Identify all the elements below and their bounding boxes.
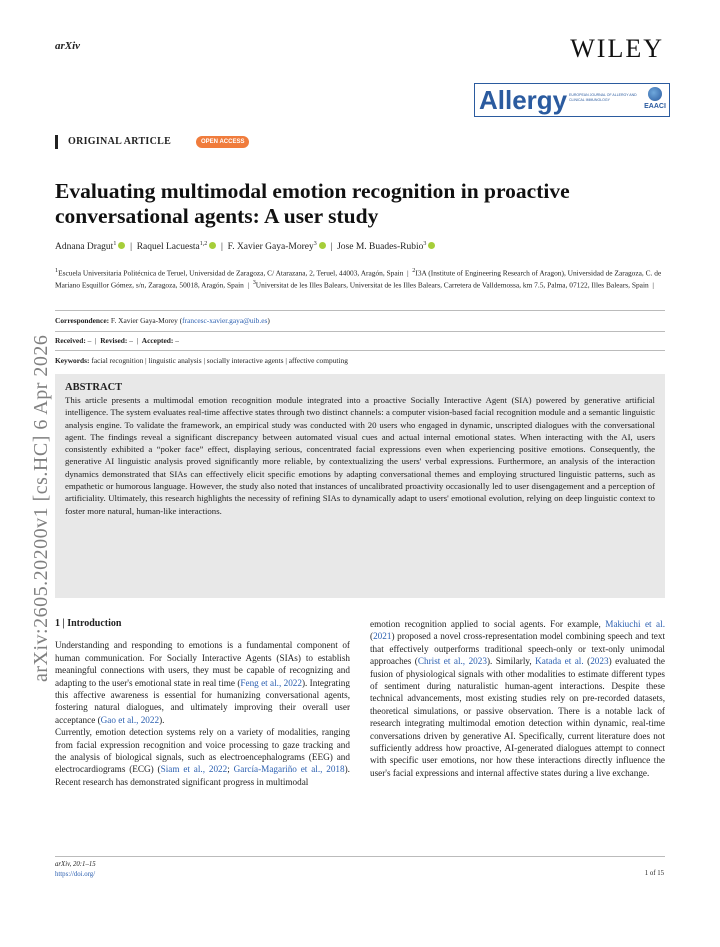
citation-link[interactable]: Christ et al., 2023	[417, 656, 487, 667]
orcid-icon[interactable]	[118, 242, 125, 249]
arxiv-identifier: arXiv:2605.20200v1 [cs.HC] 6 Apr 2026	[30, 334, 52, 682]
divider	[55, 310, 665, 311]
author-list: Adnana Dragut$^1$ | Raquel Lacuesta$^{1,2}$ | F. Xavier Gaya-Morey$^3$ | Jose M. Buades-Rubio$^3$	[55, 241, 435, 252]
affiliation-1: Escuela Universitaria Politécnica de Teruel, Universidad de Zaragoza, C/ Atarazana, 2, Teruel, 44003, Aragón, Spain	[58, 268, 404, 278]
affiliation-3: Universitat de les Illes Balears, Universitat de les Illes Balears, Carretera de Valldemossa, km 7.5, Palma, 07122, Illes Balears, Spain	[255, 280, 649, 290]
author-name: F. Xavier Gaya-Morey	[227, 242, 314, 253]
accepted-date: –	[175, 336, 179, 345]
citation-link[interactable]: Feng et al., 2022	[240, 677, 302, 688]
citation-link[interactable]: Makiuchi et al.	[605, 619, 665, 629]
article-type: ORIGINAL ARTICLE	[68, 136, 172, 147]
author-affiliation-mark: 1,2	[199, 241, 208, 247]
paper-title: Evaluating multimodal emotion recognition in proactive conversational agents: A user study	[55, 179, 570, 228]
paragraph: Currently, emotion detection systems rely on a variety of modalities, ranging from facial expression recognition and voice processing to gaze tracking and the analysis of biological signals, such as electroencephalograms (EEG) and electrocardiograms (ECG) (Siam et al., 2022; García-Magariño et al., 2018). Recent research has demonstrated significant progress in multimodal	[55, 727, 350, 787]
journal-logo-word: Allergy	[479, 85, 568, 115]
abstract-text: This article presents a multimodal emotion recognition module integrated into a proactive Socially Interactive Agent (SIA) powered by generative artificial intelligence. The system evaluates real-time affective states through two distinct channels: a computer vision-based facial recognition module and a semantic linguistic analysis engine. To validate the framework, an empirical study was conducted with 20 users who engaged in dynamic, unscripted dialogues with the conversational agent. The findings reveal a significant discrepancy between automated visual cues and actual internal emotional states. When interacting with the AI, users consistently exhibited a “poker face” effect, displaying serious, concentrated facial expressions even when experiencing positive emotions. Consequently, the generative AI linguistic analysis proved significantly more reliable, by contextualizing the users' verbal expressions. Furthermore, an analysis of the interaction dynamics demonstrated that SIAs can effectively elicit specific emotions by adapting conversational themes and employing structured linguistic patterns, such as empathetic or humorous language. However, the study also noted that instances of uncalibrated proactivity occasionally led to user disengagement and a perception of artificiality. Ultimately, this research highlights the necessity of refining SIAs to dynamically adapt to users' emotional evolution, relying on deep linguistic context to foster more natural, human-like interactions.	[65, 395, 655, 516]
publisher-logo: WILEY	[570, 34, 664, 63]
keywords	[55, 356, 348, 365]
divider	[55, 350, 665, 351]
footer-divider	[55, 856, 665, 857]
accepted-label: Accepted:	[141, 336, 174, 345]
citation-year-link[interactable]: 2021	[373, 631, 392, 642]
globe-icon	[648, 87, 662, 101]
affiliations: $^1$Escuela Universitaria Politécnica de Teruel, Universidad de Zaragoza, C/ Atarazana, 2, Teruel, 44003, Aragón, Spain | $^2$I3A (Institute of Engineering Research of Aragon), Universidad de Zaragoza, C. de Mariano Esquillor Gómez, s/n, Zaragoza, 50018, Aragón, Spain | $^3$Universitat de les Illes Balears, Universitat de les Illes Balears, Carretera de Valldemossa, km 7.5, Palma, 07122, Illes Balears, Spain |	[55, 268, 662, 290]
citation-link[interactable]: Katada et al.	[535, 656, 584, 667]
author-affiliation-mark: 3	[423, 241, 427, 247]
correspondence-name: F. Xavier Gaya-Morey	[110, 316, 178, 325]
citation-year-link[interactable]: 2023	[590, 656, 609, 667]
footer-left	[55, 860, 96, 880]
citation-link[interactable]: García-Magariño et al., 2018	[233, 764, 345, 775]
author-name: Adnana Dragut	[55, 242, 114, 253]
revised-date: –	[129, 336, 133, 345]
open-access-badge: OPEN ACCESS	[196, 136, 249, 148]
section-heading: 1 | Introduction	[55, 618, 122, 629]
orcid-icon[interactable]	[209, 242, 216, 249]
correspondence-email-link[interactable]: francesc-xavier.gaya@uib.es	[182, 316, 268, 325]
divider	[55, 331, 665, 332]
eaaci-label: EAACI	[644, 103, 666, 110]
citation-link[interactable]: Siam et al., 2022	[160, 764, 228, 775]
eaaci-logo	[643, 87, 667, 114]
paragraph: emotion recognition applied to social agents. For example, Makiuchi et al. (2021) proposed a novel cross-representation model combining speech and text that effectively outperforms traditional speech-only or text-only unimodal approaches (Christ et al., 2023). Similarly, Katada et al. (2023) evaluated the fusion of physiological signals with other modalities to estimate different types of sentiment during naturalistic human-agent interactions. Despite these technical advancements, most existing studies rely on pre-recorded datasets, theoretical simulations, or passive observation. There is a notable lack of research integrating multimodal emotion detection within dynamic, real-time conversations driven by generative AI. Specifically, current literature does not sufficiently address how proactive, AI-generated dialogues attempt to connect with specific user emotions, nor how these interactions directly influence the user's facial expressions and internal affective states during a live exchange.	[370, 619, 665, 778]
revised-label: Revised:	[100, 336, 128, 345]
doi-link[interactable]: https://doi.org/	[55, 871, 96, 878]
author-name: Jose M. Buades-Rubio	[337, 242, 424, 253]
correspondence-label: Correspondence:	[55, 316, 110, 325]
journal-logo-subtitle: EUROPEAN JOURNAL OF ALLERGY AND CLINICAL IMMUNOLOGY	[569, 93, 637, 102]
abstract-heading: ABSTRACT	[65, 382, 123, 393]
affiliation-2: I3A (Institute of Engineering Research of Aragon), Universidad de Zaragoza, C. de Mariano Esquillor Gómez, s/n, Zaragoza, 50018, Aragón, Spain	[55, 268, 662, 290]
right-column	[370, 618, 665, 779]
dates: Received: – | Revised: – | Accepted: –	[55, 336, 179, 345]
keywords-label: Keywords:	[55, 356, 90, 365]
correspondence: Correspondence: F. Xavier Gaya-Morey (francesc-xavier.gaya@uib.es)	[55, 316, 270, 325]
orcid-icon[interactable]	[428, 242, 435, 249]
footer-journal-issue: arXiv, 20:1–15	[55, 861, 96, 868]
arxiv-sidebar	[0, 262, 60, 682]
paragraph: Understanding and responding to emotions is a fundamental component of human communication. For Socially Interactive Agents (SIAs) to establish meaningful connections with users, they must be capable of recognizing and adapting to the user's emotional state in real time (Feng et al., 2022). Integrating this affective awareness is essential for humanizing conversational agents, fostering natural dialogues, and ultimately improving their overall user acceptance (Gao et al., 2022).	[55, 640, 350, 725]
keywords-text: facial recognition | linguistic analysis | socially interactive agents | affective computing	[91, 356, 348, 365]
received-date: –	[87, 336, 92, 345]
journal-name: arXiv	[55, 40, 81, 52]
orcid-icon[interactable]	[319, 242, 326, 249]
citation-link[interactable]: Gao et al., 2022	[100, 714, 160, 725]
abstract-box	[55, 374, 665, 598]
page-number: 1 of 15	[644, 870, 664, 877]
author-affiliation-mark: 3	[313, 241, 317, 247]
left-column	[55, 618, 350, 788]
journal-logo	[474, 83, 670, 117]
article-type-bar	[55, 135, 58, 149]
author-affiliation-mark: 1	[113, 241, 117, 247]
author-name: Raquel Lacuesta	[136, 242, 200, 253]
received-label: Received:	[55, 336, 86, 345]
